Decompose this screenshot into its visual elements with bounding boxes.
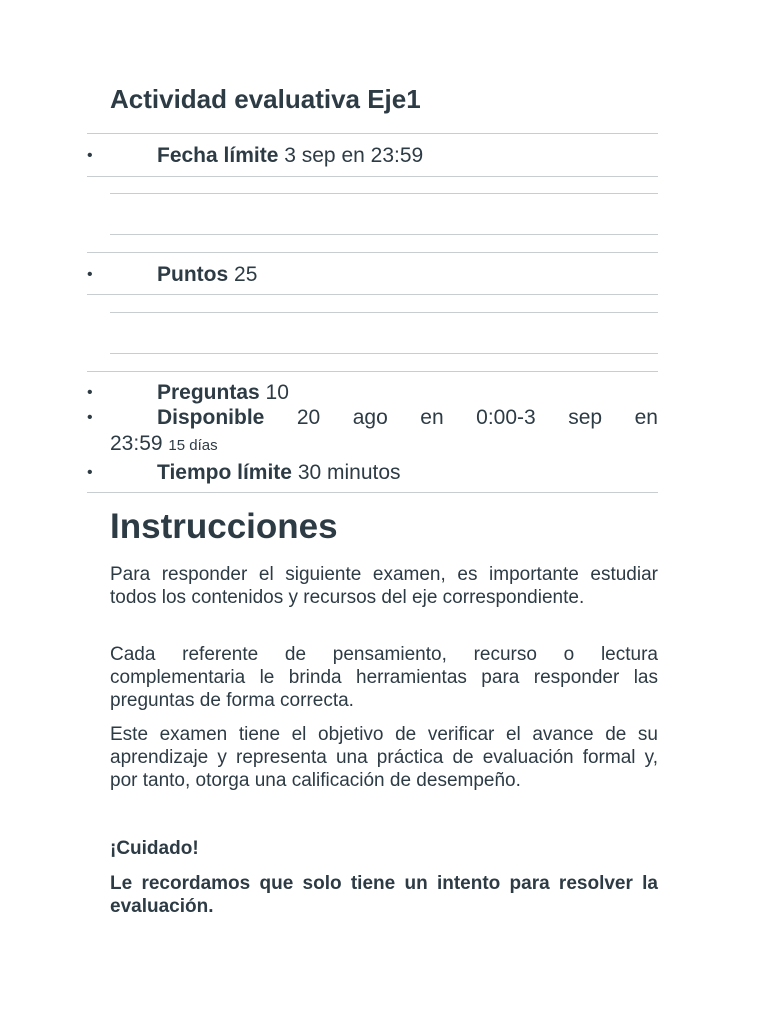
- attempt-reminder: Le recordamos que solo tiene un intento para resolver la evaluación.: [110, 873, 658, 917]
- availability-word: ago: [352, 406, 388, 429]
- availability-word: en: [634, 406, 658, 429]
- availability-end-time: 23:59: [110, 432, 163, 455]
- points-value: 25: [234, 263, 258, 286]
- instructions-paragraph: Cada referente de pensamiento, recurso o lectura complementaria le brinda herramientas para responder las preguntas de forma correcta.: [110, 644, 658, 711]
- availability-label: Disponible: [157, 406, 265, 429]
- instructions-paragraph: Para responder el siguiente examen, es importante estudiar todos los contenidos y recursos del eje correspondiente.: [110, 564, 658, 608]
- bullet-icon: •: [87, 384, 93, 401]
- time-limit-value: 30 minutos: [297, 461, 401, 484]
- points-label: Puntos: [157, 263, 229, 286]
- due-date-label: Fecha límite: [157, 144, 279, 167]
- instructions-paragraph: Este examen tiene el objetivo de verificar el avance de su aprendizaje y representa una práctica de evaluación formal y, por tanto, otorga una calificación de desempeño.: [110, 724, 658, 791]
- questions-value: 10: [265, 381, 289, 404]
- availability-word: en: [420, 406, 444, 429]
- divider: [87, 371, 658, 372]
- divider: [87, 294, 658, 295]
- caution-heading: ¡Cuidado!: [110, 838, 199, 859]
- divider: [87, 492, 658, 493]
- time-limit-label: Tiempo límite: [157, 461, 292, 484]
- availability-days: 15 días: [168, 437, 218, 454]
- bullet-icon: •: [87, 147, 93, 164]
- instructions-heading: Instrucciones: [110, 507, 338, 546]
- bullet-icon: •: [87, 266, 93, 283]
- divider: [87, 176, 658, 177]
- bullet-icon: •: [87, 409, 93, 426]
- divider: [87, 252, 658, 253]
- divider: [110, 193, 658, 194]
- availability-word: 20: [296, 406, 321, 429]
- divider: [110, 234, 658, 235]
- questions-label: Preguntas: [157, 381, 260, 404]
- activity-title: Actividad evaluativa Eje1: [110, 84, 421, 114]
- due-date-value: 3 sep en 23:59: [284, 144, 424, 167]
- divider: [110, 312, 658, 313]
- availability-word: 0:00-3: [476, 406, 536, 429]
- divider: [87, 133, 658, 134]
- divider: [110, 353, 658, 354]
- bullet-icon: •: [87, 464, 93, 481]
- availability-word: sep: [568, 406, 603, 429]
